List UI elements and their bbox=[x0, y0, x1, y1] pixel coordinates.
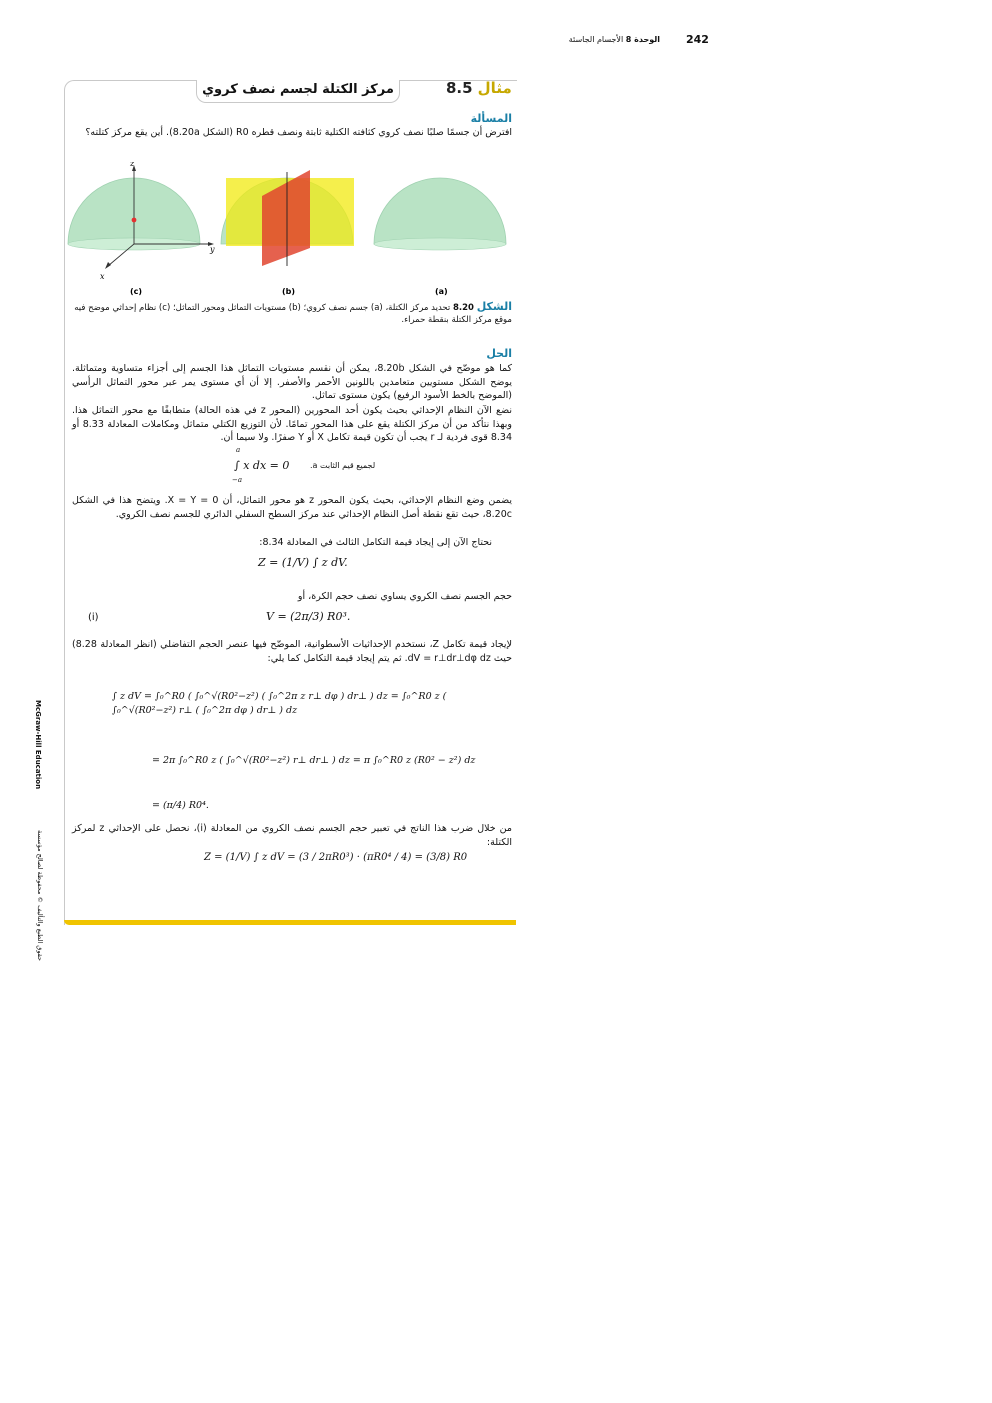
solution-paragraph-2: نضع الآن النظام الإحداثي بحيث يكون أحد المحورين (المحور z في هذه الحالة) متطابقًا مع محور التماثل هذا. وبهذا نتأكد من أن مركز الكتلة يقع على هذا المحور تمامًا. لأن التوزيع الكتلي متماثل ومكاملات المعادلة 8.33 أو 8.34 قوى فردية لـ r يجب أن تكون قيمة تكامل X أو Y صفرًا. ولا سيما أن. bbox=[72, 405, 513, 443]
equation-5: Z = (1/V) ∫ z dV = (3 / 2πR0³) · (πR0⁴ / 4) = (3/8) R0 bbox=[204, 852, 468, 863]
figure-b bbox=[221, 170, 354, 266]
solution-paragraph-1: كما هو موضّح في الشكل 8.20b، يمكن أن نقسم مستويات التماثل هذا الجسم إلى أجزاء متساوية ومتماثلة. يوضح الشكل مستويين متعامدين باللونين الأحمر والأصفر. إلا أن أي مستوى يمر عبر محور التماثل الرأسي (الموضح بالخط الأسود الرفيع) يكون مستوى تماثل. bbox=[72, 363, 512, 401]
example-tag bbox=[446, 78, 516, 100]
example-title: مركز الكتلة لجسم نصف كروي bbox=[196, 80, 400, 103]
caption-label: الشكل bbox=[476, 300, 512, 313]
problem-heading: المسألة bbox=[470, 112, 512, 125]
example-bottom-bar bbox=[64, 920, 516, 925]
example-word: مثال bbox=[477, 79, 512, 97]
z-axis-label: z bbox=[130, 162, 135, 168]
eq1-expression: ∫ x dx = 0 bbox=[234, 459, 290, 472]
figure-label-a: (a) bbox=[435, 287, 448, 296]
equation-2: Z = (1/V) ∫ z dV. bbox=[258, 556, 348, 569]
equation-3-tag: (i) bbox=[88, 612, 99, 623]
solution-paragraph-7: من خلال ضرب هذا الناتج في تعبير حجم الجسم نصف الكروي من المعادلة (i)، نحصل على الإحداثي z لمركز الكتلة: bbox=[72, 823, 512, 848]
solution-paragraph-3: يضمن وضع النظام الإحداثي، بحيث يكون المحور z هو محور التماثل، أن X = Y = 0. ويتضح هذا في الشكل 8.20c، حيث تقع نقطة أصل النظام الإحداثي عند مركز السطح السفلي الدائري للجسم نصف الكروي. bbox=[72, 495, 512, 520]
x-axis-arrow bbox=[105, 262, 111, 269]
hemisphere-a-base bbox=[374, 238, 506, 250]
equation-4b: = 2π ∫₀^R0 z ( ∫₀^√(R0²−z²) r⊥ dr⊥ ) dz = π ∫₀^R0 z (R0² − z²) dz bbox=[152, 755, 476, 766]
figure-caption bbox=[72, 301, 512, 326]
page-number: 242 bbox=[686, 33, 709, 46]
problem-text: افترض أن جسمًا صلبًا نصف كروي كثافته الكتلية ثابتة ونصف قطره R0 (الشكل 8.20a). أين يقع مركز كتلته؟ bbox=[85, 127, 512, 138]
equation-3: V = (2π/3) R0³. bbox=[266, 610, 351, 623]
figure-a bbox=[374, 178, 506, 250]
solution-paragraph-4: نحتاج الآن إلى إيجاد قيمة التكامل الثالث في المعادلة 8.34: bbox=[259, 537, 492, 548]
rights-strip bbox=[36, 830, 46, 962]
figure-label-b: (b) bbox=[282, 287, 296, 296]
eq1-upper-limit: a bbox=[236, 446, 241, 454]
caption-text: تحديد مركز الكتلة، (a) جسم نصف كروي؛ (b) مستويات التماثل ومحور التماثل؛ (c) نظام إحداثي موضح فيه موقع مركز الكتلة بنقطة حمراء. bbox=[74, 303, 512, 325]
rights-text: حقوق الطبع والتأليف © محفوظة لصالح مؤسسة bbox=[36, 830, 44, 962]
unit-header bbox=[540, 35, 660, 44]
eq1-lower-limit: −a bbox=[232, 476, 243, 484]
eq1-note: لجميع قيم الثابت a. bbox=[310, 461, 376, 470]
y-axis-label: y bbox=[210, 245, 215, 254]
center-of-mass-dot bbox=[132, 218, 137, 223]
figure-label-c: (c) bbox=[130, 287, 143, 296]
x-axis-label: x bbox=[100, 272, 105, 281]
figure-c bbox=[68, 162, 215, 281]
unit-label: الوحدة 8 bbox=[625, 35, 660, 44]
publisher-label: McGraw-Hill Education bbox=[34, 700, 42, 790]
equation-4a: ∫ z dV = ∫₀^R0 ( ∫₀^√(R0²−z²) ( ∫₀^2π z r⊥ dφ ) dr⊥ ) dz = ∫₀^R0 z ( ∫₀^√(R0²−z²) r⊥ ( ∫₀^2π dφ ) dr⊥ ) dz bbox=[112, 691, 447, 716]
solution-paragraph-6: لإيجاد قيمة تكامل Z، نستخدم الإحداثيات الأسطوانية، الموضّح فيها عنصر الحجم التفاضلي (انظر المعادلة 8.28) حيث dV = r⊥dr⊥dφ dz. ثم يتم إيجاد قيمة التكامل كما يلي: bbox=[72, 639, 512, 664]
solution-heading: الحل bbox=[486, 347, 512, 360]
solution-paragraph-5: حجم الجسم نصف الكروي يساوي نصف حجم الكرة، أو bbox=[297, 591, 512, 602]
equation-4c: = (π/4) R0⁴. bbox=[152, 800, 209, 811]
unit-title: الأجسام الجاسئة bbox=[568, 35, 624, 44]
equation-1 bbox=[228, 446, 388, 492]
hemisphere-a bbox=[374, 178, 506, 244]
hemisphere-figure bbox=[64, 162, 516, 297]
caption-number: 8.20 bbox=[453, 303, 474, 313]
example-number: 8.5 bbox=[446, 79, 473, 97]
